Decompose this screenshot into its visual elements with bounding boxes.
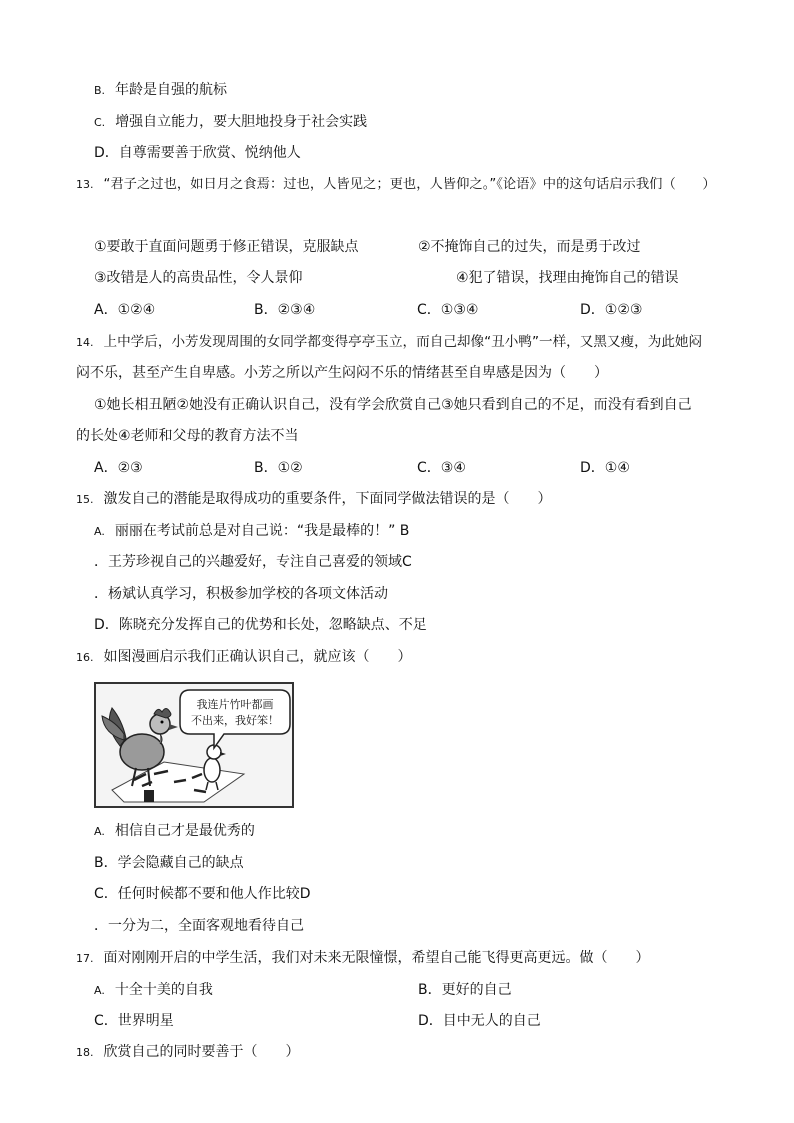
q16-option-d: ．一分为二，全面客观地看待自己 (94, 918, 304, 934)
q13-choice-c: C．①③④ (417, 302, 479, 318)
q14-choice-d: D．①④ (580, 460, 630, 476)
q14-stem-line-1: 14. 上中学后，小芳发现周围的女同学都变得亭亭玉立，而自己却像“丑小鸭”一样，又黑又瘦，为此她闷 (76, 334, 703, 350)
q14-statements-line-2: 的长处④老师和父母的教育方法不当 (76, 428, 299, 444)
q13-statement-1: ①要敢于直面问题勇于修正错误，克服缺点 (94, 239, 359, 255)
q17-option-c: C．世界明星 (94, 1013, 174, 1029)
q13-stem: 13. “君子之过也，如日月之食焉：过也，人皆见之；更也，人皆仰之。”《论语》中的这句话启示我们（ ） (76, 177, 716, 192)
q14-statements-line-1: ①她长相丑陋②她没有正确认识自己，没有学会欣赏自己③她只看到自己的不足，而没有看到自己 (94, 397, 692, 413)
q13-statement-3: ③改错是人的高贵品性，令人景仰 (94, 270, 303, 286)
q14-choice-c: C．③④ (417, 460, 466, 476)
q16-option-b: B．学会隐藏自己的缺点 (94, 855, 244, 871)
q17-option-a: A. 十全十美的自我 (94, 982, 213, 998)
q17-option-d: D．目中无人的自己 (418, 1013, 541, 1029)
q15-option-a: A. 丽丽在考试前总是对自己说：“我是最棒的！” B (94, 523, 410, 539)
q15-option-d: D．陈晓充分发挥自己的优势和长处，忽略缺点、不足 (94, 617, 427, 633)
q14-choice-a: A．②③ (94, 460, 143, 476)
q12-option-b: B. 年龄是自强的航标 (94, 82, 228, 98)
rooster-cartoon-drawing (94, 682, 294, 808)
q16-option-a: A. 相信自己才是最优秀的 (94, 823, 255, 839)
q14-choice-b: B．①② (254, 460, 303, 476)
q18-stem: 18. 欣赏自己的同时要善于（ ） (76, 1044, 300, 1060)
q17-stem: 17. 面对刚刚开启的中学生活，我们对未来无限憧憬，希望自己能飞得更高更远。做（ ） (76, 950, 650, 966)
speech-bubble-line-2: 不出来，我好笨！ (191, 714, 279, 727)
q17-option-b: B．更好的自己 (418, 982, 512, 998)
rooster-cartoon-image (94, 682, 294, 808)
q12-option-d: D．自尊需要善于欣赏、悦纳他人 (94, 145, 301, 161)
q12-option-c: C. 增强自立能力，要大胆地投身于社会实践 (94, 114, 368, 130)
q13-choice-d: D．①②③ (580, 302, 643, 318)
q13-choice-b: B．②③④ (254, 302, 316, 318)
q13-statement-2: ②不掩饰自己的过失，而是勇于改过 (418, 239, 641, 255)
q15-option-c: ．杨斌认真学习，积极参加学校的各项文体活动 (94, 586, 388, 602)
q15-option-b: ．王芳珍视自己的兴趣爱好，专注自己喜爱的领域C (94, 554, 412, 570)
q13-statement-4: ④犯了错误，找理由掩饰自己的错误 (456, 270, 679, 286)
q16-stem: 16. 如图漫画启示我们正确认识自己，就应该（ ） (76, 649, 412, 665)
speech-bubble-line-1: 我连片竹叶都画 (196, 698, 274, 711)
q13-choice-a: A．①②④ (94, 302, 156, 318)
q14-stem-line-2: 闷不乐，甚至产生自卑感。小芳之所以产生闷闷不乐的情绪甚至自卑感是因为（ ） (76, 365, 608, 381)
q16-option-c: C．任何时候都不要和他人作比较D (94, 886, 311, 902)
q15-stem: 15. 激发自己的潜能是取得成功的重要条件，下面同学做法错误的是（ ） (76, 491, 552, 507)
